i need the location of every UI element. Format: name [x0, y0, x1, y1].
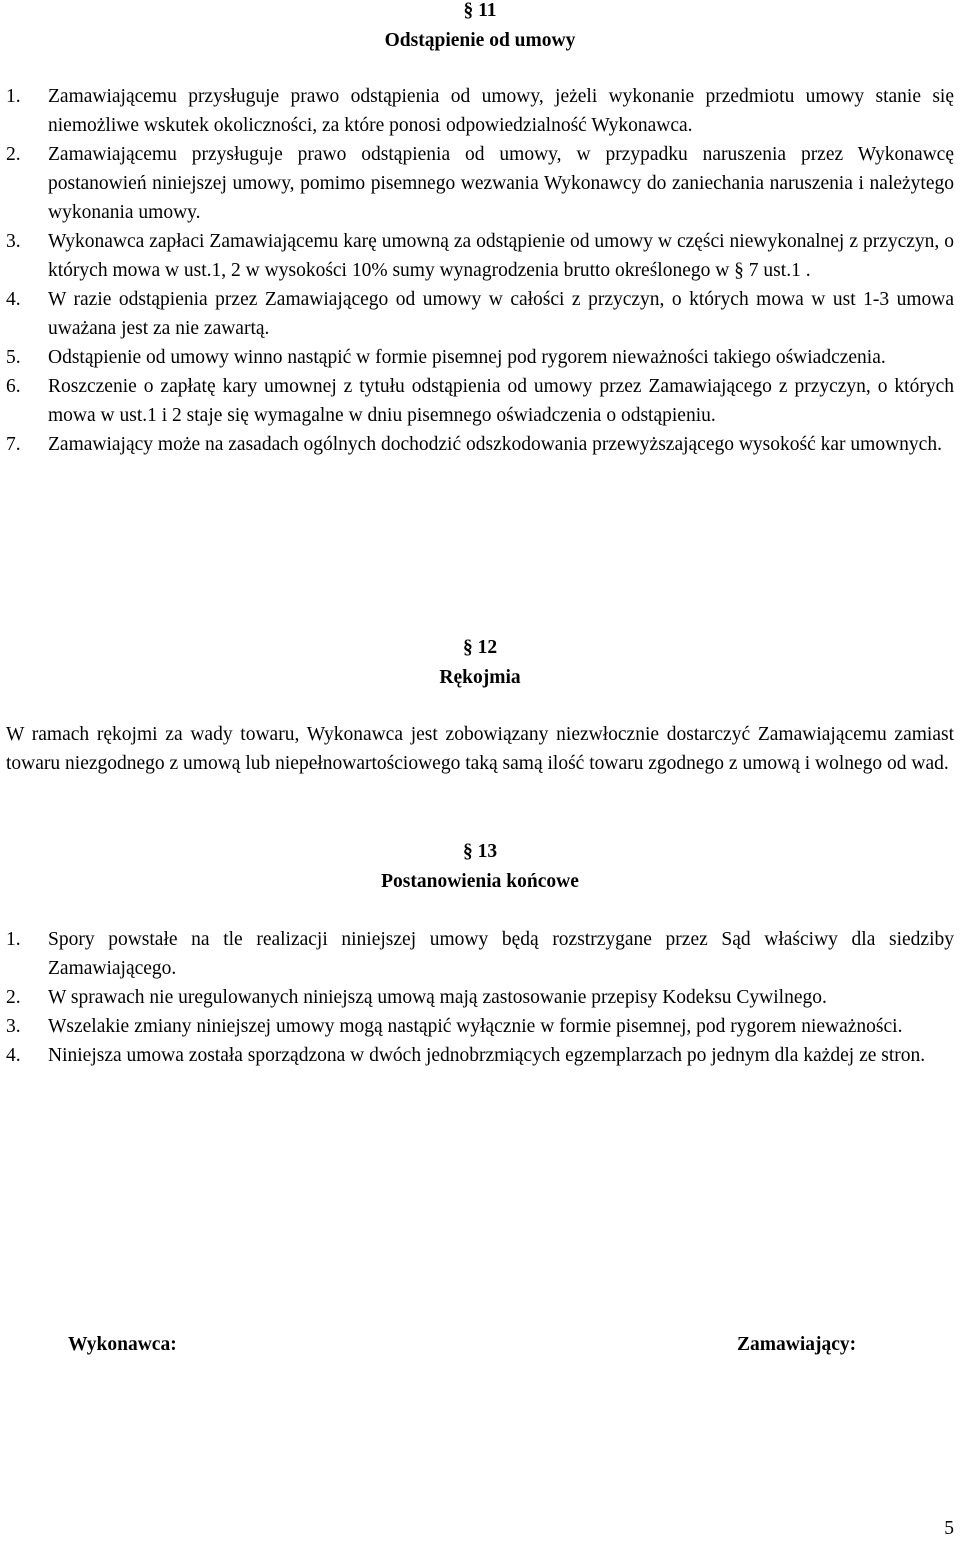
list-item-text: W sprawach nie uregulowanych niniejszą umową mają zastosowanie przepisy Kodeksu Cywilnego.: [48, 987, 827, 1008]
list-item: [6, 343, 954, 372]
list-item: [6, 140, 954, 227]
section-13-title: Postanowienia końcowe: [381, 871, 579, 892]
list-item-number: 3.: [6, 231, 21, 252]
list-item: [6, 1041, 954, 1070]
list-item-number: 6.: [6, 376, 21, 397]
signature-ordering-party-label: Zamawiający:: [737, 1334, 857, 1355]
list-item-number: 7.: [6, 434, 21, 455]
list-item-number: 5.: [6, 347, 21, 368]
list-item-text: Roszczenie o zapłatę kary umownej z tytułu odstąpienia od umowy przez Zamawiającego z przyczyn, o których mowa w ust.1 i 2 staje się wymagalne w dniu pisemnego oświadczenia o odstąpieniu.: [48, 376, 954, 426]
list-item-text: Niniejsza umowa została sporządzona w dwóch jednobrzmiących egzemplarzach po jednym dla każdej ze stron.: [48, 1045, 926, 1066]
section-12-number: [0, 633, 960, 662]
list-item-number: 2.: [6, 144, 21, 165]
section-12-title: Rękojmia: [439, 667, 521, 688]
section-number: 11: [478, 0, 497, 21]
section-number: 12: [477, 637, 498, 658]
section-symbol: §: [462, 841, 473, 862]
list-item: [6, 430, 954, 459]
section-number: 13: [477, 841, 498, 862]
section-symbol: §: [462, 637, 473, 658]
list-item: [6, 82, 954, 140]
list-item: [6, 983, 954, 1012]
list-item: [6, 285, 954, 343]
list-item-text: Zamawiającemu przysługuje prawo odstąpienia od umowy, w przypadku naruszenia przez Wykonawcę postanowień niniejszej umowy, pomimo pisemnego wezwania Wykonawcy do zaniechania naruszenia i należytego wykonania umowy.: [48, 144, 954, 223]
section-11-number: [0, 0, 960, 25]
section-11-list: [6, 82, 954, 459]
list-item-text: W razie odstąpienia przez Zamawiającego od umowy w całości z przyczyn, o których mowa w ust 1-3 umowa uważana jest za nie zawartą.: [48, 289, 954, 339]
signature-contractor-label: Wykonawca:: [68, 1334, 177, 1355]
section-13-list: [6, 925, 954, 1070]
list-item: [6, 925, 954, 983]
section-13-number: [0, 837, 960, 866]
list-item: [6, 1012, 954, 1041]
list-item-number: 4.: [6, 1045, 21, 1066]
section-12-paragraph: W ramach rękojmi za wady towaru, Wykonawca jest zobowiązany niezwłocznie dostarczyć Zamawiającemu zamiast towaru niezgodnego z umową lub niepełnowartościowego taką samą ilość towaru zgodnego z umową i wolnego od wad.: [6, 724, 954, 774]
list-item-number: 3.: [6, 1016, 21, 1037]
page-number: 5: [944, 1518, 954, 1539]
list-item-number: 1.: [6, 86, 21, 107]
list-item-text: Wszelakie zmiany niniejszej umowy mogą nastąpić wyłącznie w formie pisemnej, pod rygorem nieważności.: [48, 1016, 903, 1037]
list-item: [6, 372, 954, 430]
list-item-number: 2.: [6, 987, 21, 1008]
list-item-number: 1.: [6, 929, 21, 950]
list-item-text: Odstąpienie od umowy winno nastąpić w formie pisemnej pod rygorem nieważności takiego oświadczenia.: [48, 347, 886, 368]
section-symbol: §: [463, 0, 474, 21]
list-item-text: Spory powstałe na tle realizacji niniejszej umowy będą rozstrzygane przez Sąd właściwy dla siedziby Zamawiającego.: [48, 929, 954, 979]
list-item: [6, 227, 954, 285]
list-item-number: 4.: [6, 289, 21, 310]
section-11-title: Odstąpienie od umowy: [384, 30, 576, 51]
list-item-text: Wykonawca zapłaci Zamawiającemu karę umowną za odstąpienie od umowy w części niewykonalnej z przyczyn, o których mowa w ust.1, 2 w wysokości 10% sumy wynagrodzenia brutto określonego w § 7 ust.1 .: [48, 231, 954, 281]
list-item-text: Zamawiającemu przysługuje prawo odstąpienia od umowy, jeżeli wykonanie przedmiotu umowy stanie się niemożliwe wskutek okoliczności, za które ponosi odpowiedzialność Wykonawca.: [48, 86, 954, 136]
list-item-text: Zamawiający może na zasadach ogólnych dochodzić odszkodowania przewyższającego wysokość kar umownych.: [48, 434, 942, 455]
